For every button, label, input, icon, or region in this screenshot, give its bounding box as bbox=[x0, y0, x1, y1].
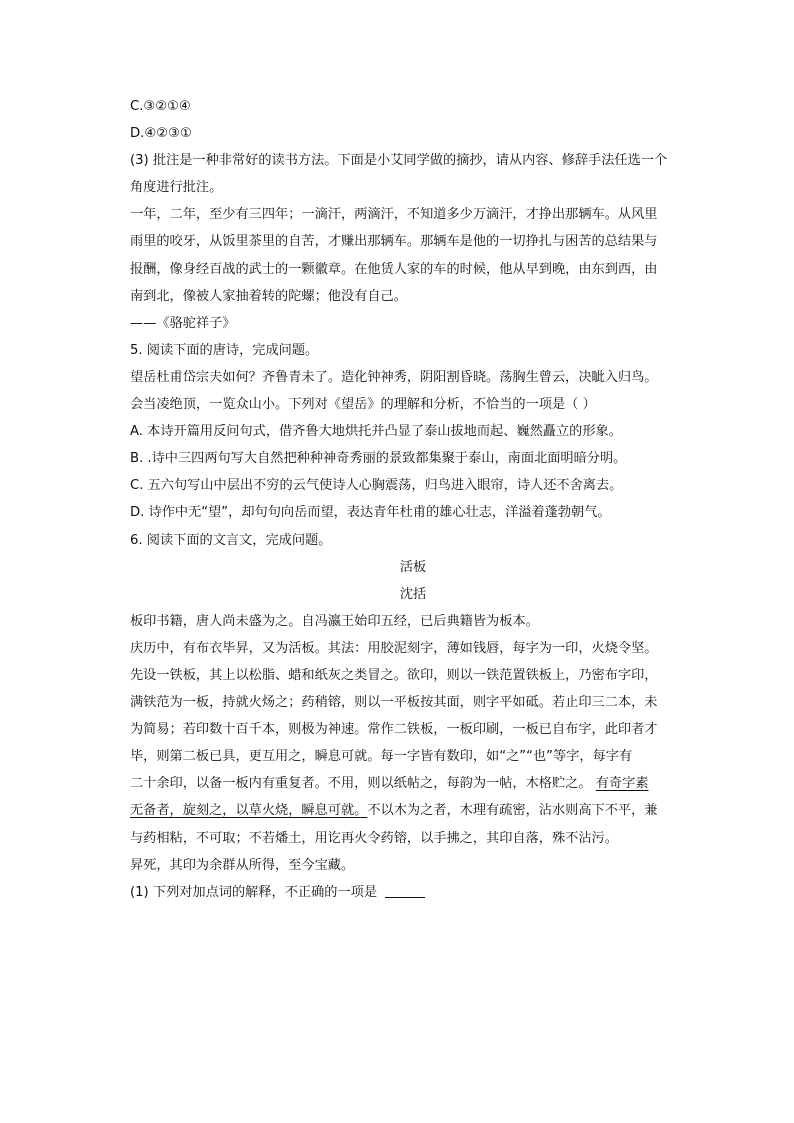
answer-blank[interactable] bbox=[385, 883, 425, 898]
question-5-option-b: B. .诗中三四两句写大自然把种种神奇秀丽的景致都集聚于泰山，南面北面明暗分明。 bbox=[130, 451, 627, 467]
poem-line-2: 会当凌绝顶，一览众山小。下列对《望岳》的理解和分析，不恰当的一项是（ ） bbox=[130, 397, 596, 413]
passage-para-2-line-6 bbox=[130, 770, 696, 797]
passage-author: 沈括 bbox=[399, 586, 427, 602]
question-3-line-1: (3) 批注是一种非常好的读书方法。下面是小艾同学做的摘抄，请从内容、修辞手法任选一个 bbox=[130, 153, 668, 169]
question-6-1 bbox=[130, 879, 696, 906]
passage-para-2-line-8: 与药相粘，不可取；不若燔土，用讫再火令药镕，以手拂之，其印自落，殊不沾污。 bbox=[130, 830, 618, 846]
question-3-line-2: 角度进行批注。 bbox=[130, 180, 223, 196]
passage-text: 二十余印，以备一板内有重复者。不用，则以纸帖之，每韵为一帖，木格贮之。 bbox=[130, 776, 596, 792]
passage-para-2-line-4: 为简易；若印数十百千本，则极为神速。常作二铁板，一板印刷，一板已自布字，此印者才 bbox=[130, 722, 658, 738]
question-5-option-a: A. 本诗开篇用反问句式，借齐鲁大地烘托并凸显了泰山拔地而起、巍然矗立的形象。 bbox=[130, 424, 622, 440]
passage-text: 不以木为之者，木理有疏密，沾水则高下不平，兼 bbox=[367, 803, 658, 819]
passage-para-2-line-1: 庆历中，有布衣毕昇，又为活板。其法：用胶泥刻字，薄如钱唇，每字为一印，火烧令坚。 bbox=[130, 640, 658, 656]
underlined-text: 无备者，旋刻之，以草火烧，瞬息可就。 bbox=[130, 803, 368, 819]
passage-para-2-line-5: 毕，则第二板已具，更互用之，瞬息可就。每一字皆有数印，如“之”“也”等字，每字有 bbox=[130, 749, 633, 765]
excerpt-line-4: 南到北，像被人家抽着转的陀螺；他没有自己。 bbox=[130, 288, 407, 304]
poem-line-1: 望岳杜甫岱宗夫如何？齐鲁青未了。造化钟神秀，阴阳割昏晓。荡胸生曾云，决眦入归鸟。 bbox=[130, 369, 658, 385]
passage-para-1: 板印书籍，唐人尚未盛为之。自冯瀛王始印五经，已后典籍皆为板本。 bbox=[130, 613, 539, 629]
excerpt-source: ——《骆驼祥子》 bbox=[130, 315, 236, 331]
excerpt-line-3: 报酬，像身经百战的武士的一颗徽章。在他赁人家的车的时候，他从早到晚，由东到西，由 bbox=[130, 261, 658, 277]
question-5-heading: 5. 阅读下面的唐诗，完成问题。 bbox=[130, 342, 319, 358]
passage-para-2-line-2: 先设一铁板，其上以松脂、蜡和纸灰之类冒之。欲印，则以一铁范置铁板上，乃密布字印， bbox=[130, 667, 658, 683]
excerpt-line-2: 雨里的咬牙，从饭里茶里的自苦，才赚出那辆车。那辆车是他的一切挣扎与困苦的总结果与 bbox=[130, 234, 658, 250]
passage-para-3: 昇死，其印为余群从所得，至今宝藏。 bbox=[130, 857, 355, 873]
excerpt-line-1: 一年，二年，至少有三四年；一滴汗，两滴汗，不知道多少万滴汗，才挣出那辆车。从风里 bbox=[130, 207, 658, 223]
document-content bbox=[130, 93, 696, 906]
question-5-option-d: D. 诗作中无“望”，却句句向岳而望，表达青年杜甫的雄心壮志，洋溢着蓬勃朝气。 bbox=[130, 505, 611, 521]
passage-para-2-line-3: 满铁范为一板，持就火炀之；药稍镕，则以一平板按其面，则字平如砥。若止印三二本，未 bbox=[130, 695, 658, 711]
question-6-heading: 6. 阅读下面的文言文，完成问题。 bbox=[130, 532, 332, 548]
option-c: C.③②①④ bbox=[130, 99, 191, 114]
question-text: (1) 下列对加点词的解释，不正确的一项是 bbox=[130, 884, 382, 900]
question-5-option-c: C. 五六句写山中层出不穷的云气使诗人心胸震荡，归鸟进入眼帘，诗人还不舍离去。 bbox=[130, 478, 623, 494]
option-d: D.④②③① bbox=[130, 126, 192, 142]
underlined-text: 有奇字素 bbox=[595, 776, 649, 792]
passage-para-2-line-7 bbox=[130, 797, 696, 824]
passage-title: 活板 bbox=[399, 559, 427, 575]
